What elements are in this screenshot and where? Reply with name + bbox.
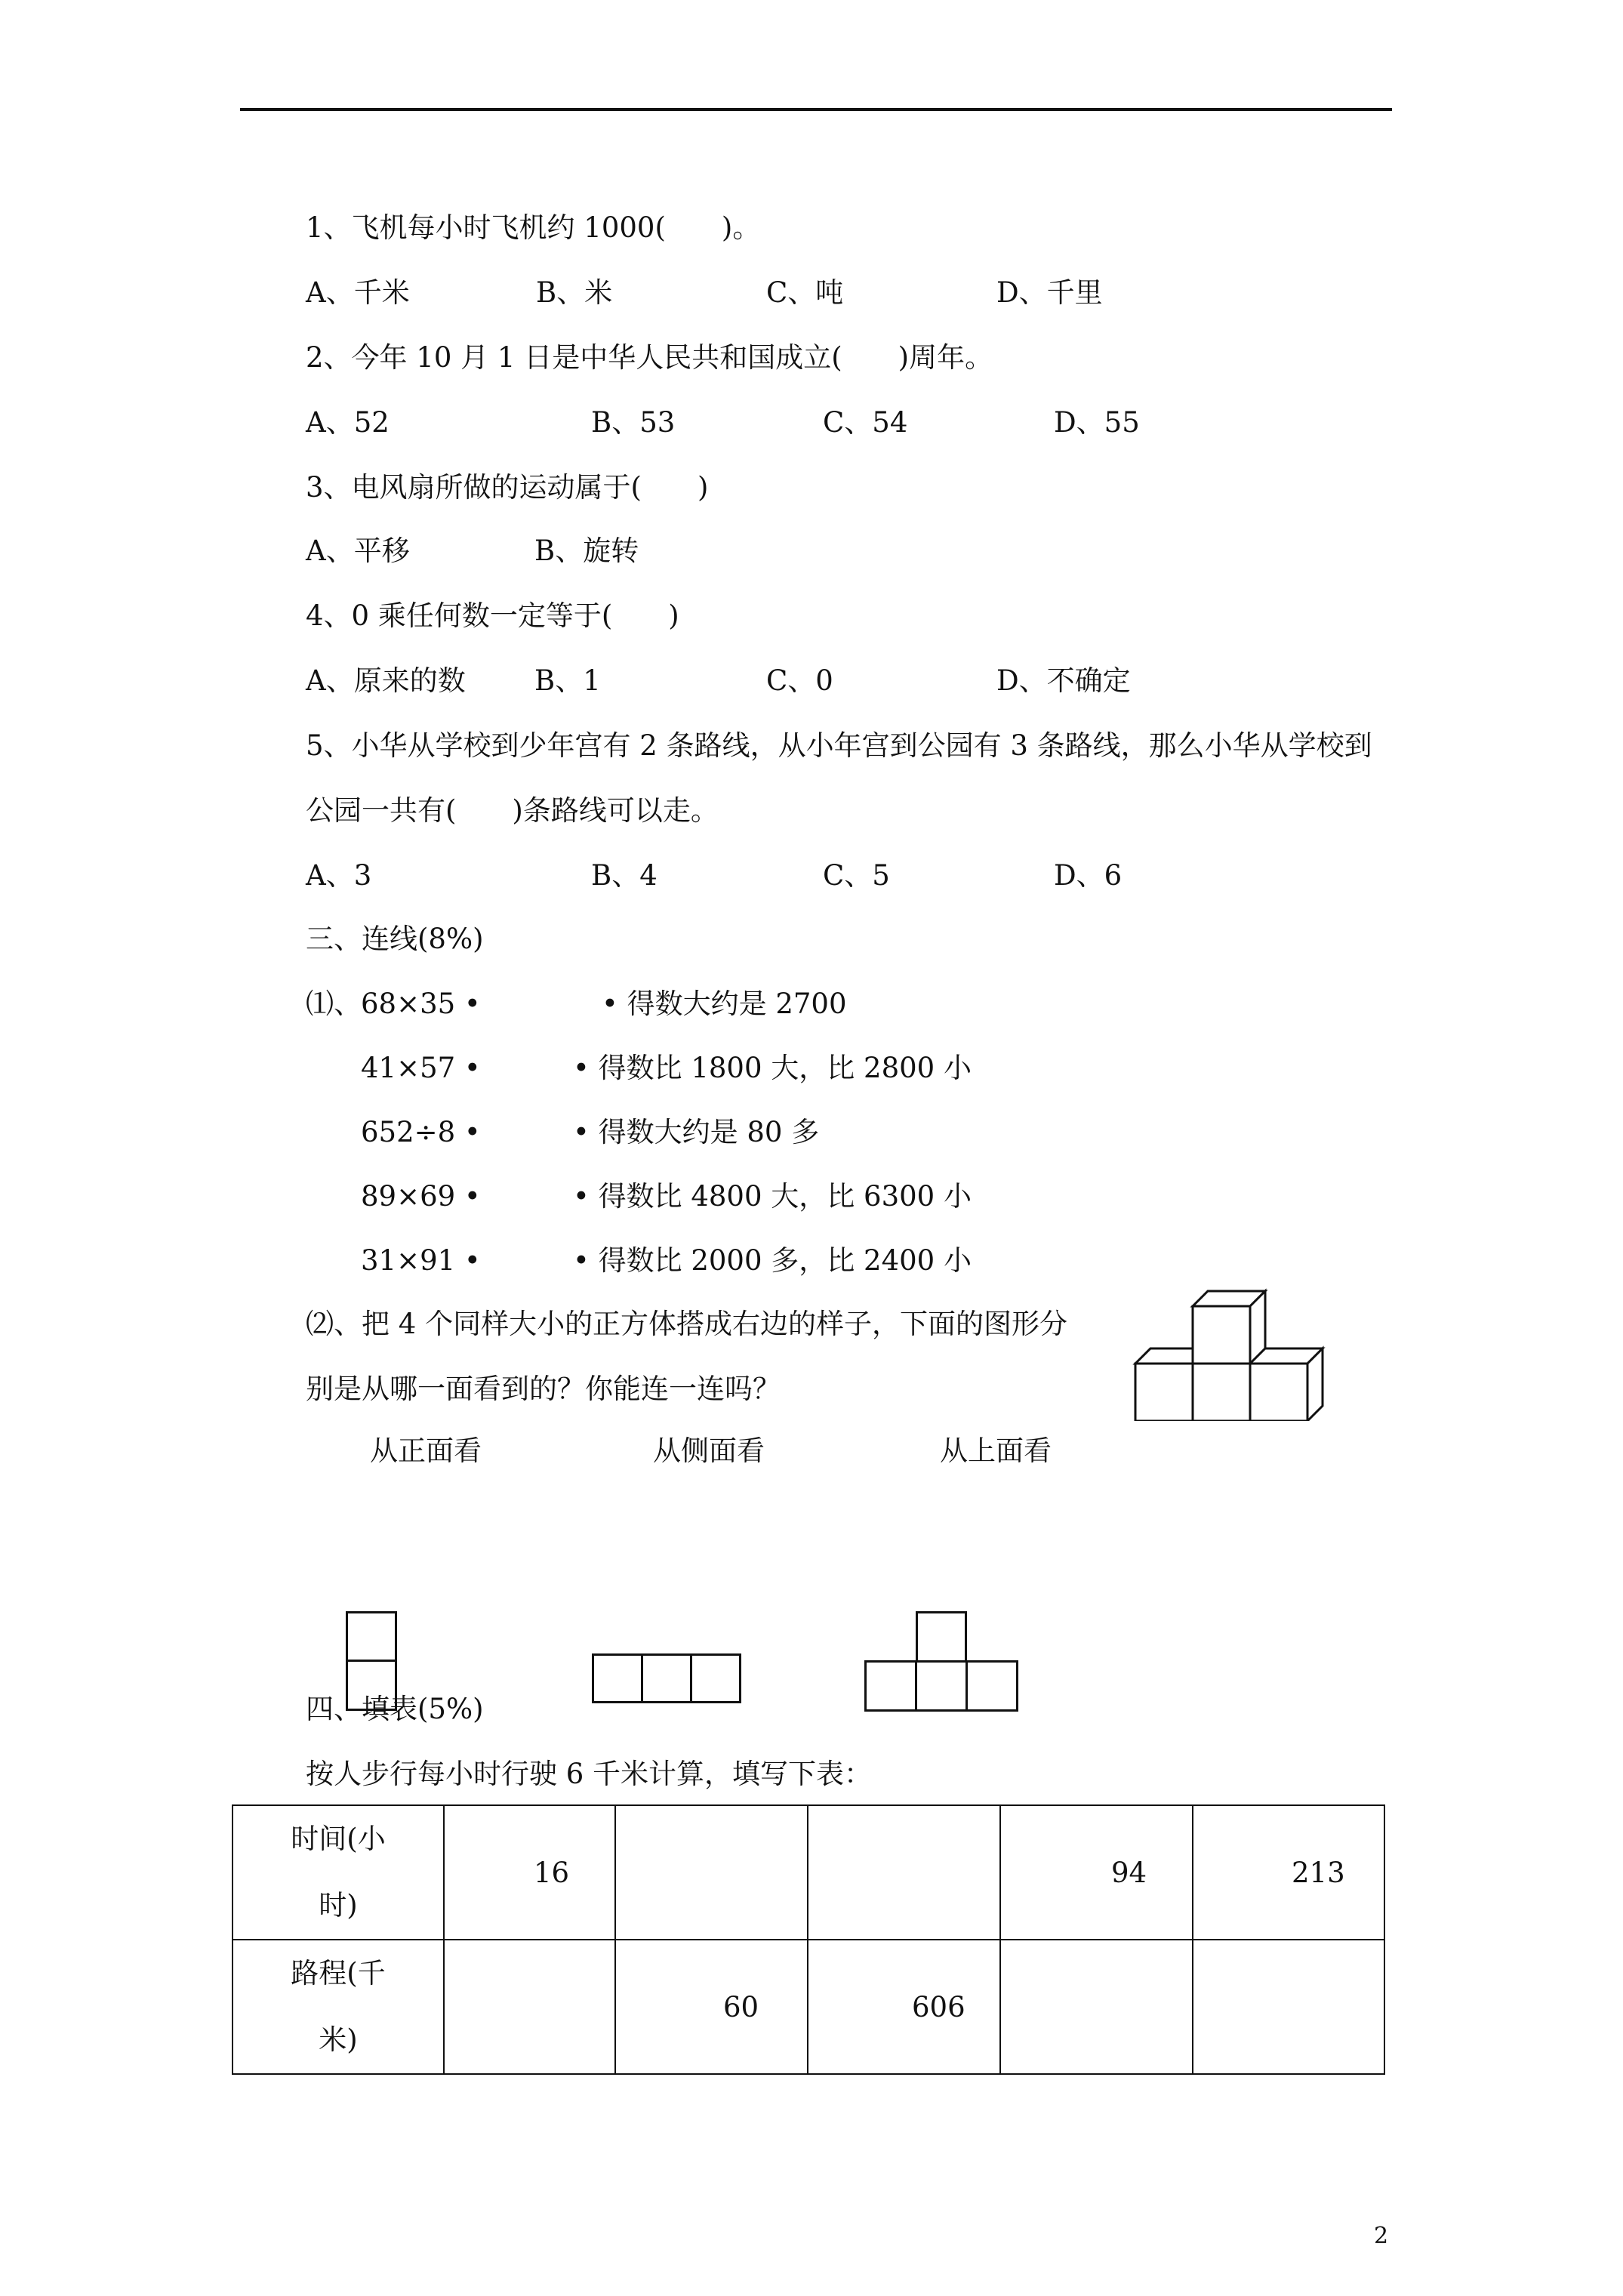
q1-stem: 1、飞机每小时飞机约 1000( )。 (306, 211, 761, 244)
q1-option-b: B、米 (536, 276, 613, 309)
table-cell[interactable]: 94 (1000, 1805, 1193, 1940)
q3-option-a: A、平移 (306, 535, 410, 567)
q1-option-c: C、吨 (766, 276, 844, 309)
square-block (864, 1660, 917, 1712)
q4-stem: 4、0 乘任何数一定等于( ) (306, 599, 679, 632)
q2-stem: 2、今年 10 月 1 日是中华人民共和国成立( )周年。 (306, 341, 993, 374)
q5-option-b: B、4 (591, 859, 658, 892)
square-block (915, 1660, 968, 1712)
cube-arrangement-figure (1132, 1285, 1329, 1421)
match-right-item[interactable]: • 得数比 4800 大，比 6300 小 (573, 1180, 972, 1213)
q4-option-a: A、原来的数 (306, 664, 466, 697)
section4-intro: 按人步行每小时行驶 6 千米计算，填写下表： (306, 1758, 873, 1790)
match-right-item[interactable]: • 得数比 1800 大，比 2800 小 (573, 1052, 972, 1084)
section3-title: 三、连线(8%) (306, 923, 484, 955)
match-left-item[interactable]: 31×91 • (361, 1244, 481, 1277)
match-left-item[interactable]: 652÷8 • (361, 1116, 481, 1148)
q5-option-d: D、6 (1054, 859, 1123, 892)
square-block (346, 1611, 397, 1663)
view-label-top[interactable]: 从上面看 (940, 1435, 1052, 1467)
page-number: 2 (1374, 2223, 1389, 2249)
match-left-item[interactable]: 41×57 • (361, 1052, 481, 1084)
table-cell[interactable] (615, 1805, 808, 1940)
square-block (641, 1653, 692, 1703)
square-block (965, 1660, 1018, 1712)
table-row (233, 1940, 1384, 2074)
square-block (592, 1653, 643, 1703)
view-label-side[interactable]: 从侧面看 (653, 1435, 765, 1467)
q5-stem-line2: 公园一共有( )条路线可以走。 (306, 794, 719, 827)
q5-option-a: A、3 (306, 859, 372, 892)
view-label-front[interactable]: 从正面看 (370, 1435, 482, 1467)
section4-title: 四、填表(5%) (306, 1693, 484, 1725)
section3-part2-line1: ⑵、把 4 个同样大小的正方体搭成右边的样子，下面的图形分 (306, 1308, 1068, 1340)
q3-option-b: B、旋转 (534, 535, 639, 567)
q3-stem: 3、电风扇所做的运动属于( ) (306, 471, 709, 504)
table-cell[interactable]: 16 (444, 1805, 615, 1940)
match-right-item[interactable]: • 得数比 2000 多，比 2400 小 (573, 1244, 972, 1277)
match-right-item[interactable]: • 得数大约是 2700 (602, 988, 847, 1020)
table-cell[interactable] (1193, 1940, 1384, 2074)
q4-option-c: C、0 (766, 664, 833, 697)
q1-option-d: D、千里 (996, 276, 1103, 309)
fill-in-table (232, 1804, 1385, 2075)
q5-stem-line1: 5、小华从学校到少年宫有 2 条路线，从小年宫到公园有 3 条路线，那么小华从学校到 (306, 729, 1372, 762)
header-rule (240, 108, 1392, 111)
view-shape-row[interactable] (592, 1653, 743, 1706)
q2-option-d: D、55 (1054, 406, 1140, 439)
row-label-distance: 路程(千 米) (233, 1940, 444, 2074)
table-cell[interactable]: 606 (808, 1940, 1000, 2074)
row-label-time: 时间(小 时) (233, 1805, 444, 1940)
section3-part2-line2: 别是从哪一面看到的？你能连一连吗？ (306, 1373, 781, 1405)
q2-option-c: C、54 (823, 406, 908, 439)
table-cell[interactable]: 213 (1193, 1805, 1384, 1940)
section3-part1-prefix: ⑴、 (306, 988, 362, 1020)
table-cell[interactable] (444, 1940, 615, 2074)
q4-option-d: D、不确定 (996, 664, 1131, 697)
q2-option-b: B、53 (591, 406, 676, 439)
table-cell[interactable] (1000, 1940, 1193, 2074)
table-cell[interactable]: 60 (615, 1940, 808, 2074)
q4-option-b: B、1 (534, 664, 601, 697)
table-cell[interactable] (808, 1805, 1000, 1940)
q1-option-a: A、千米 (306, 276, 410, 309)
square-block (690, 1653, 741, 1703)
match-left-item[interactable]: 89×69 • (361, 1180, 481, 1213)
square-block (916, 1611, 967, 1663)
table-row (233, 1805, 1384, 1940)
q2-option-a: A、52 (306, 406, 390, 439)
match-right-item[interactable]: • 得数大约是 80 多 (573, 1116, 820, 1148)
match-left-item[interactable]: 68×35 • (361, 988, 481, 1020)
q5-option-c: C、5 (823, 859, 890, 892)
view-shape-t[interactable] (864, 1611, 1019, 1713)
